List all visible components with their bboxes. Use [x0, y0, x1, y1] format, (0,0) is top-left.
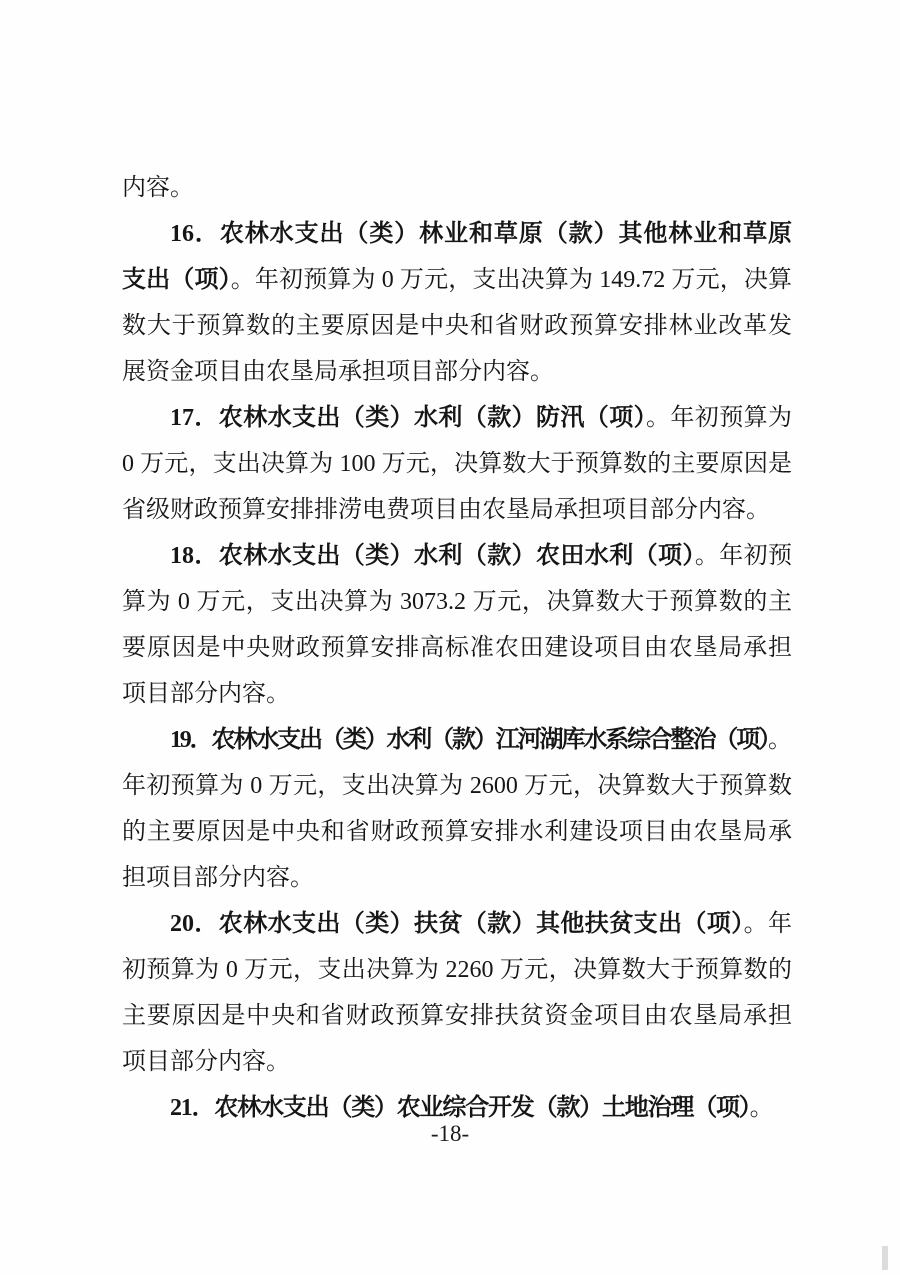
paragraph-17-heading: 17．农林水支出（类）水利（款）防汛（项） — [170, 405, 646, 431]
paragraph-21-heading: 21．农林水支出（类）农业综合开发（款）土地治理（项） — [170, 1095, 750, 1121]
paragraph-18 — [122, 533, 792, 717]
paragraph-19-heading: 19．农林水支出（类）水利（款）江河湖库水系综合整治（项） — [170, 727, 768, 753]
paragraph-18-body: 。年初预算为 0 万元，支出决算为 3073.2 万元，决算数大于预算数的主要原因是中央财政预算安排高标准农田建设项目由农垦局承担项目部分内容。 — [122, 543, 793, 707]
document-body — [122, 165, 792, 1131]
paragraph-20-heading: 20．农林水支出（类）扶贫（款）其他扶贫支出（项） — [170, 911, 744, 937]
paragraph-19 — [122, 717, 792, 901]
scan-artifact-mark — [882, 1246, 888, 1270]
page-number: -18- — [430, 1121, 470, 1146]
paragraph-20 — [122, 901, 792, 1085]
paragraph-17 — [122, 395, 792, 533]
paragraph-18-heading: 18．农林水支出（类）水利（款）农田水利（项） — [170, 543, 695, 569]
continuation-line — [122, 165, 792, 211]
paragraph-21-body: 。 — [749, 1095, 774, 1121]
paragraph-16-body: 。年初预算为 0 万元，支出决算为 149.72 万元，决算数大于预算数的主要原因是中央和省财政预算安排林业改革发展资金项目由农垦局承担项目部分内容。 — [122, 267, 793, 385]
paragraph-16 — [122, 211, 792, 395]
paragraph-17-body: 。年初预算为 0 万元，支出决算为 100 万元，决算数大于预算数的主要原因是省级财政预算安排排涝电费项目由农垦局承担项目部分内容。 — [122, 405, 792, 523]
paragraph-19-body: 。年初预算为 0 万元，支出决算为 2600 万元，决算数大于预算数的主要原因是中央和省财政预算安排水利建设项目由农垦局承担项目部分内容。 — [122, 727, 792, 891]
paragraph-16-heading: 16．农林水支出（类）林业和草原（款）其他林业和草原支出（项） — [122, 221, 792, 293]
paragraph-20-body: 。年初预算为 0 万元，支出决算为 2260 万元，决算数大于预算数的主要原因是中央和省财政预算安排扶贫资金项目由农垦局承担项目部分内容。 — [122, 911, 793, 1075]
continuation-text: 内容。 — [122, 175, 194, 201]
